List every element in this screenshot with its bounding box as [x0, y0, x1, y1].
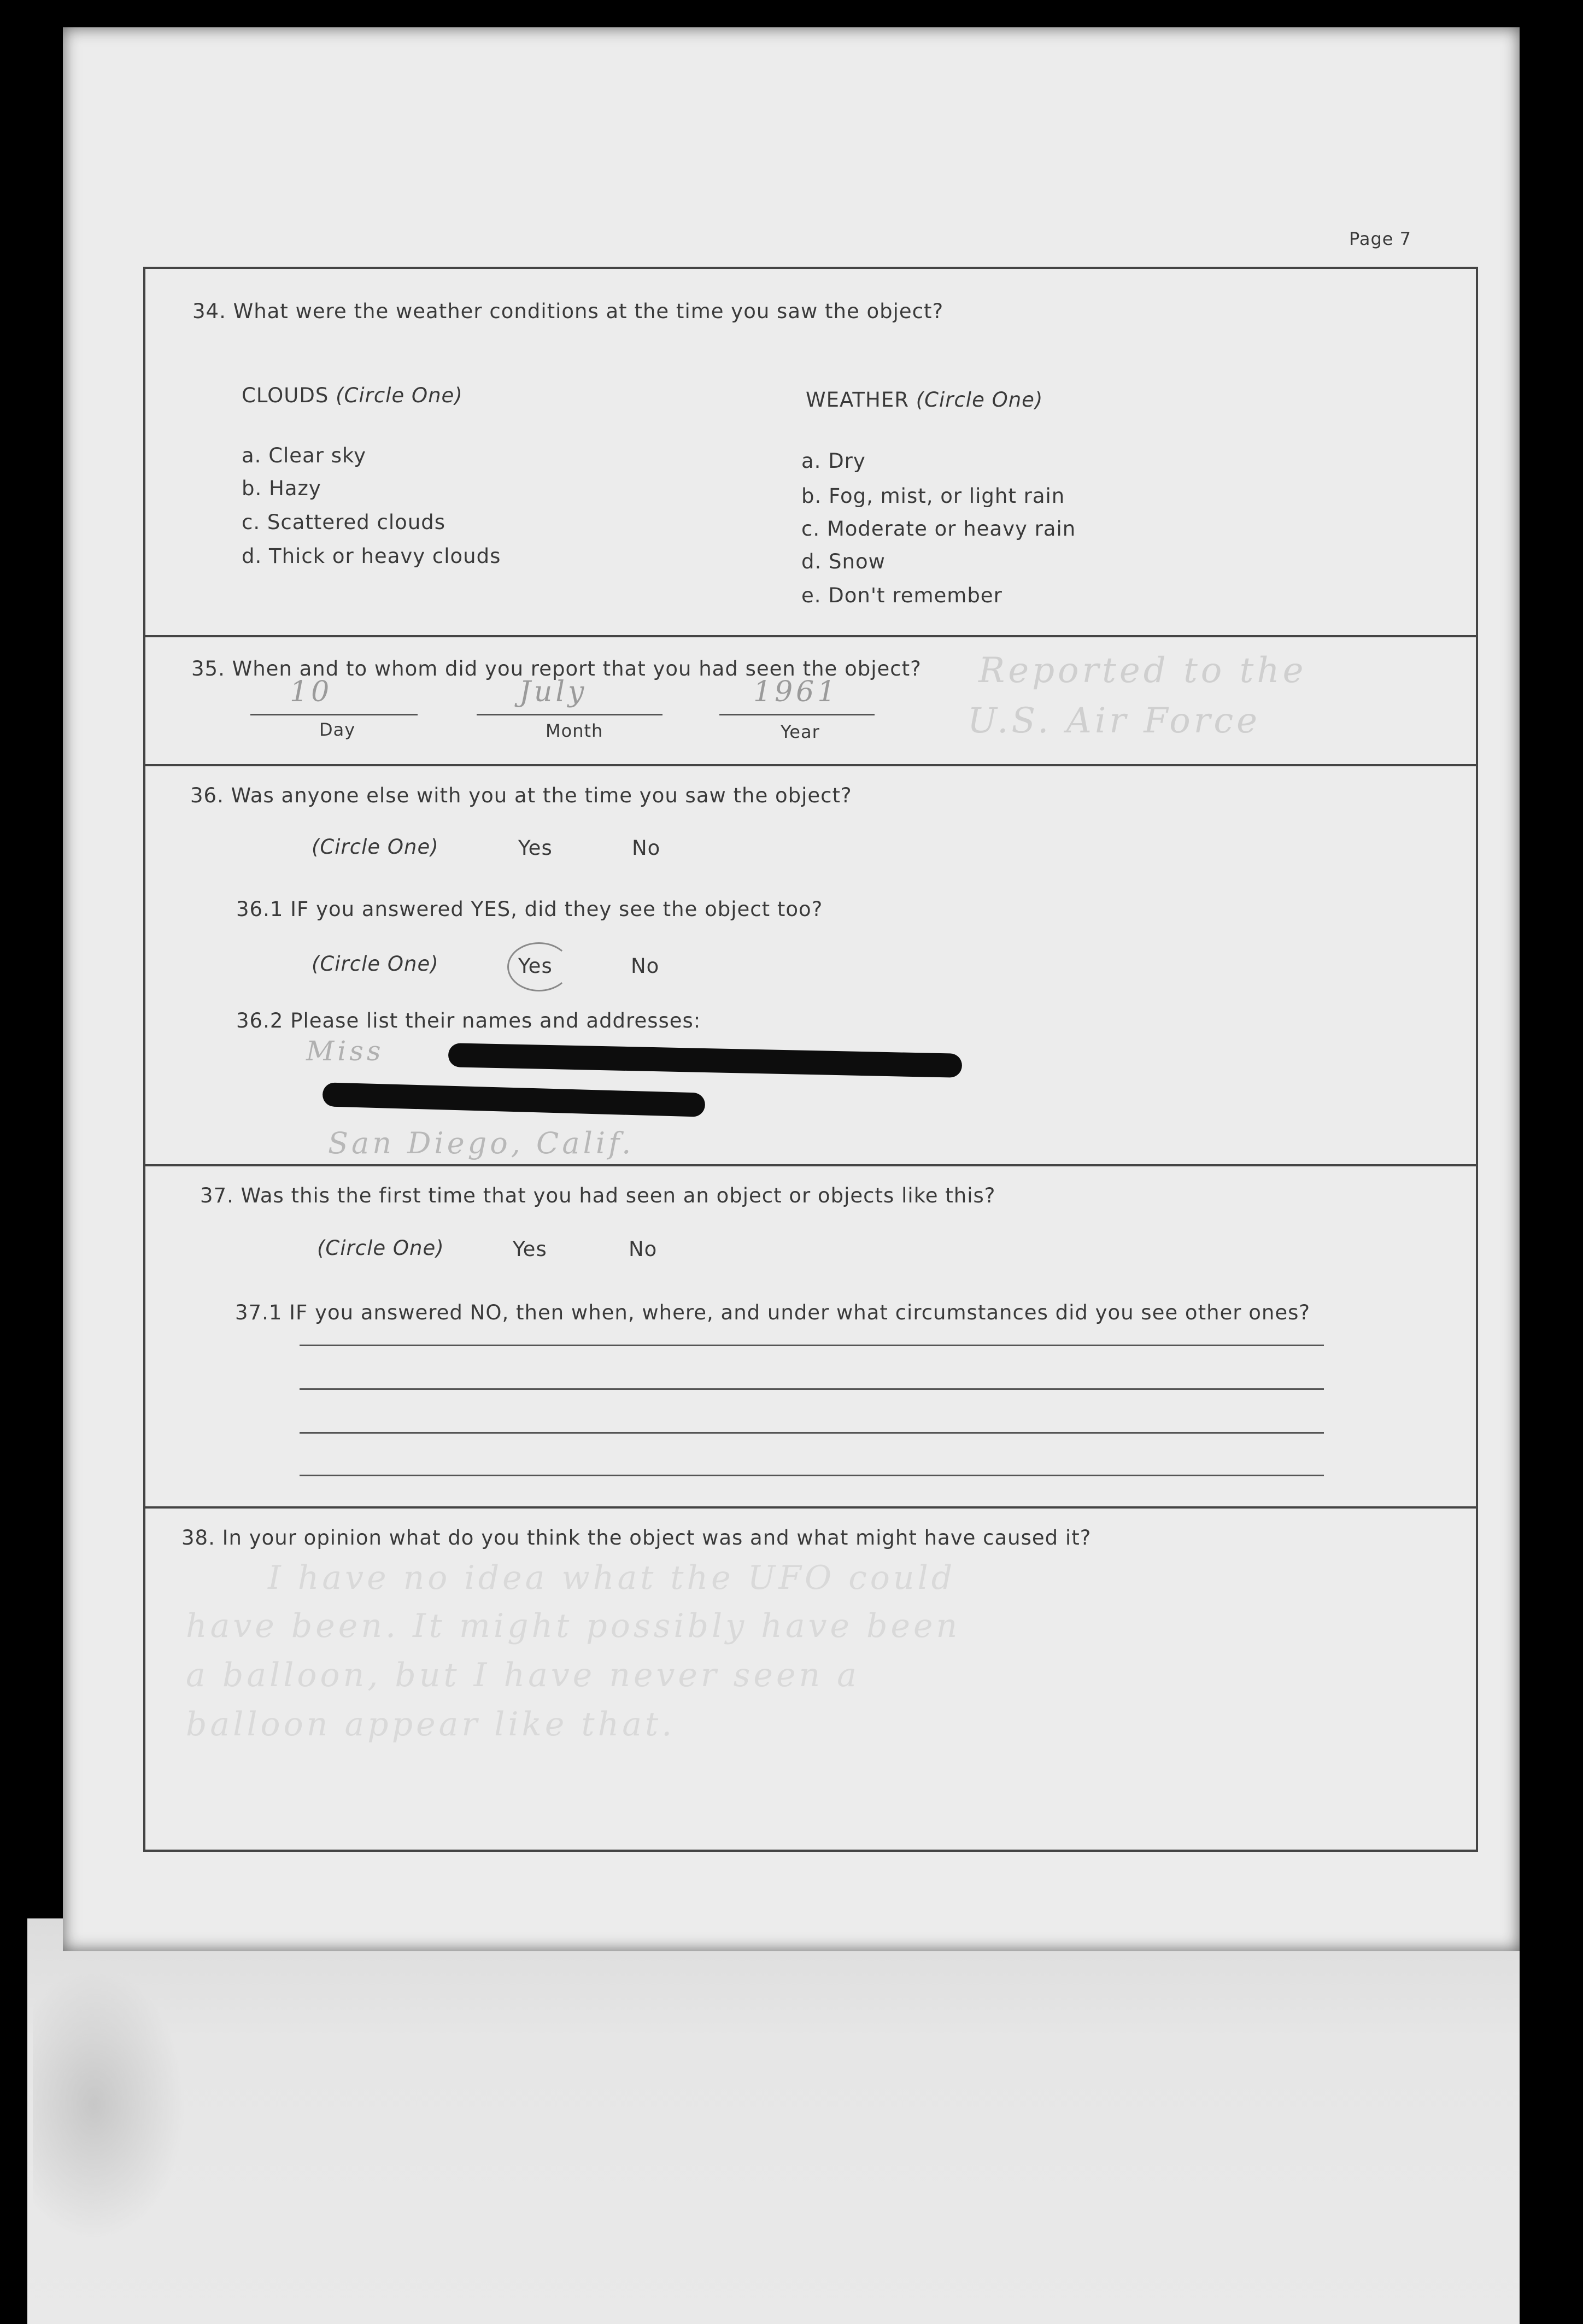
q35-month-value: July: [519, 676, 588, 708]
weather-option-a: a. Dry: [801, 449, 866, 473]
q38-answer-line-4: balloon appear like that.: [186, 1705, 676, 1744]
q34-question: 34. What were the weather conditions at the time you saw the object?: [192, 300, 944, 323]
q35-day-value: 10: [290, 676, 333, 708]
q37-question: 37. Was this the first time that you had seen an object or objects like this?: [200, 1184, 996, 1207]
q37-no: No: [629, 1237, 658, 1261]
q36-1-no: No: [631, 954, 660, 978]
section-divider-37: [143, 1164, 1476, 1166]
q35-handwritten-recipient-2: U.S. Air Force: [968, 701, 1261, 741]
month-label: Month: [546, 720, 603, 741]
clouds-header: CLOUDS (Circle One): [242, 384, 463, 407]
month-line: [477, 714, 662, 715]
q37-yes: Yes: [513, 1237, 547, 1261]
q36-question: 36. Was anyone else with you at the time you saw the object?: [190, 784, 852, 807]
q36-no: No: [632, 836, 661, 860]
section-divider-36: [143, 764, 1476, 766]
q35-handwritten-recipient-1: Reported to the: [978, 650, 1307, 691]
year-line: [719, 714, 875, 715]
q38-question: 38. In your opinion what do you think the object was and what might have caused it?: [181, 1526, 1092, 1550]
day-label: Day: [319, 719, 356, 740]
q36-1-yes: Yes: [518, 954, 553, 978]
clouds-option-b: b. Hazy: [242, 477, 321, 500]
q36-2-question: 36.2 Please list their names and addresses:: [236, 1009, 701, 1032]
q35-question: 35. When and to whom did you report that you had seen the object?: [191, 657, 922, 680]
day-line: [250, 714, 418, 715]
q38-answer-line-3: a balloon, but I have never seen a: [186, 1656, 860, 1694]
bleed-through-marks: [33, 1968, 186, 2241]
clouds-option-a: a. Clear sky: [242, 444, 367, 467]
q37-1-answer-line-1: [300, 1345, 1324, 1346]
q37-1-answer-line-3: [300, 1432, 1324, 1434]
clouds-option-c: c. Scattered clouds: [242, 510, 446, 534]
q37-1-answer-line-4: [300, 1475, 1324, 1476]
q37-hint: (Circle One): [317, 1236, 444, 1260]
q37-1-answer-line-2: [300, 1388, 1324, 1390]
weather-header: WEATHER (Circle One): [806, 388, 1043, 412]
q35-year-value: 1961: [753, 676, 839, 708]
year-label: Year: [781, 721, 820, 742]
page-number: Page 7: [1349, 228, 1411, 249]
q36-1-hint: (Circle One): [312, 952, 439, 976]
weather-option-d: d. Snow: [801, 550, 886, 573]
weather-option-c: c. Moderate or heavy rain: [801, 517, 1076, 541]
q37-1-question: 37.1 IF you answered NO, then when, where, and under what circumstances did you see other ones?: [235, 1301, 1311, 1324]
q36-2-handwritten-prefix: Miss: [306, 1035, 384, 1067]
weather-option-e: e. Don't remember: [801, 584, 1002, 607]
section-divider-38: [143, 1506, 1476, 1509]
q36-hint: (Circle One): [312, 835, 439, 859]
clouds-option-d: d. Thick or heavy clouds: [242, 544, 501, 568]
q38-answer-line-2: have been. It might possibly have been: [186, 1607, 961, 1645]
underlying-page: [27, 1918, 1520, 2324]
q38-answer-line-1: I have no idea what the UFO could: [268, 1559, 956, 1597]
q36-yes: Yes: [518, 836, 553, 860]
q36-1-question: 36.1 IF you answered YES, did they see the object too?: [236, 897, 823, 921]
q36-2-handwritten-city: San Diego, Calif.: [328, 1126, 635, 1160]
weather-option-b: b. Fog, mist, or light rain: [801, 484, 1065, 508]
section-divider-35: [143, 635, 1476, 637]
